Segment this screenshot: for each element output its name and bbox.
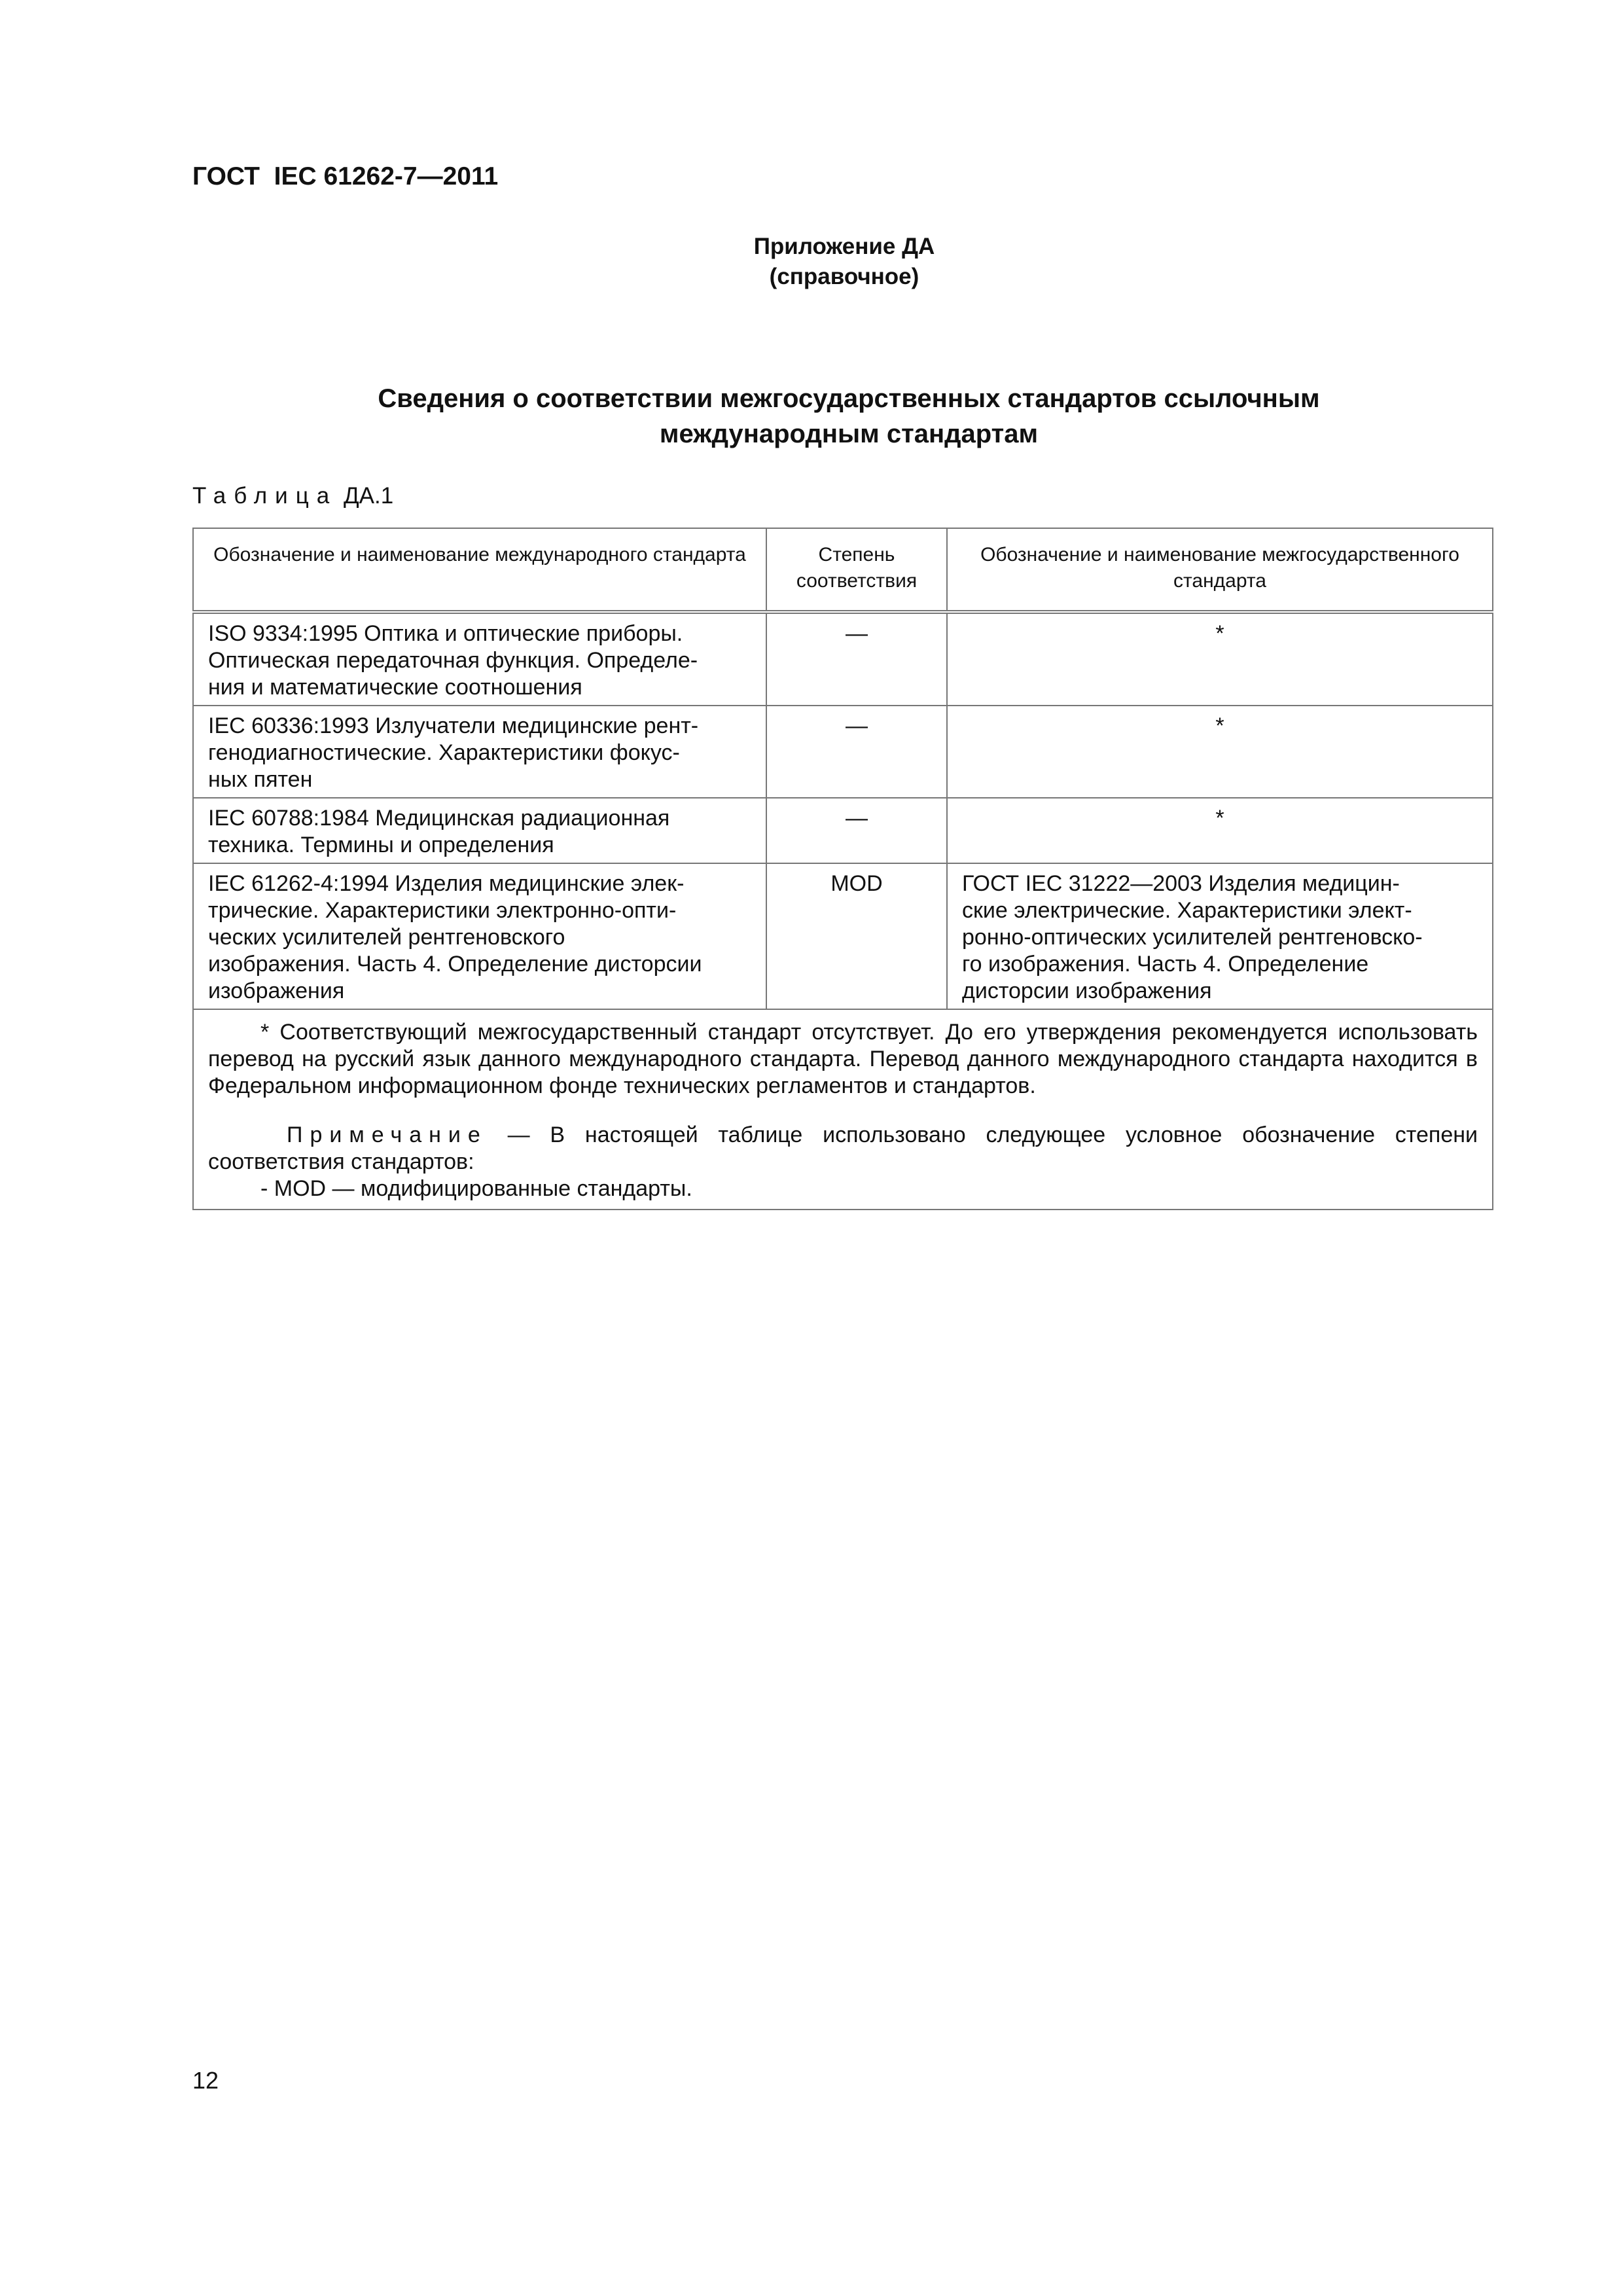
title-line-1: Сведения о соответствии межгосударственных стандартов ссылочным — [378, 384, 1320, 413]
cell-line: генодиагностические. Характеристики фокус- — [208, 740, 680, 765]
cell-line: IEC 60336:1993 Излучатели медицинские рент- — [208, 713, 699, 738]
cell-interstate — [947, 863, 1493, 1009]
cell-interstate: * — [947, 798, 1493, 863]
cell-line: техника. Термины и определения — [208, 833, 554, 857]
note-text: — В настоящей таблице использовано следующее условное обозначение степени соответствия стандартов: — [208, 1122, 1478, 1174]
header-interstate-standard: Обозначение и наименование межгосударственного стандарта — [947, 528, 1493, 612]
cell-line: IEC 60788:1984 Медицинская радиационная — [208, 806, 670, 831]
cell-line: IEC 61262-4:1994 Изделия медицинские элек- — [208, 871, 685, 896]
cell-line: изображения. Часть 4. Определение дисторсии — [208, 952, 702, 977]
cell-line: Оптическая передаточная функция. Определе- — [208, 648, 698, 673]
note-label: Примечание — [287, 1122, 488, 1147]
cell-interstate: * — [947, 612, 1493, 706]
correspondence-table — [192, 528, 1493, 1210]
footnote: * Соответствующий межгосударственный стандарт отсутствует. До его утверждения рекомендуется использовать перевод на русский язык данного международного стандарта. Перевод данного международного стандарта находится в Федеральном информационном фонде технических регламентов и стандартов. — [208, 1020, 1478, 1098]
table-footer-row — [193, 1009, 1493, 1210]
document-code: ГОСТ IEC 61262-7—2011 — [192, 162, 499, 190]
appendix-title — [192, 381, 1505, 452]
table-notes — [193, 1009, 1493, 1210]
appendix-type: (справочное) — [769, 264, 919, 289]
cell-international — [193, 863, 766, 1009]
cell-international — [193, 706, 766, 798]
header-international-standard: Обозначение и наименование международного стандарта — [193, 528, 766, 612]
table-caption-word: Таблица — [192, 483, 338, 509]
cell-degree: — — [766, 706, 947, 798]
cell-degree: — — [766, 612, 947, 706]
cell-line: ронно-оптических усилителей рентгеновско- — [962, 925, 1423, 950]
cell-line: дисторсии изображения — [962, 978, 1212, 1003]
header-degree: Степень соответствия — [766, 528, 947, 612]
page-number: 12 — [192, 2067, 219, 2094]
cell-line: ческих усилителей рентгеновского — [208, 925, 565, 950]
table-caption — [192, 483, 393, 509]
table-row — [193, 612, 1493, 706]
table-row — [193, 706, 1493, 798]
cell-line: ния и математические соотношения — [208, 675, 582, 700]
cell-line: изображения — [208, 978, 345, 1003]
cell-international — [193, 612, 766, 706]
cell-line: ных пятен — [208, 767, 313, 792]
note — [208, 1122, 1478, 1175]
cell-international — [193, 798, 766, 863]
cell-line: трические. Характеристики электронно-опти- — [208, 898, 677, 923]
cell-line: го изображения. Часть 4. Определение — [962, 952, 1369, 977]
table-row — [193, 863, 1493, 1009]
cell-degree: — — [766, 798, 947, 863]
table-caption-number: ДА.1 — [337, 483, 394, 509]
cell-degree: MOD — [766, 863, 947, 1009]
table-row — [193, 798, 1493, 863]
cell-line: ГОСТ IEC 31222—2003 Изделия медицин- — [962, 871, 1400, 896]
cell-interstate: * — [947, 706, 1493, 798]
cell-line: ISO 9334:1995 Оптика и оптические приборы. — [208, 621, 683, 646]
title-line-2: международным стандартам — [659, 420, 1039, 448]
cell-line: ские электрические. Характеристики элект- — [962, 898, 1412, 923]
appendix-label: Приложение ДА — [753, 234, 935, 259]
table-header-row — [193, 528, 1493, 612]
note-item: - MOD — модифицированные стандарты. — [260, 1176, 692, 1201]
